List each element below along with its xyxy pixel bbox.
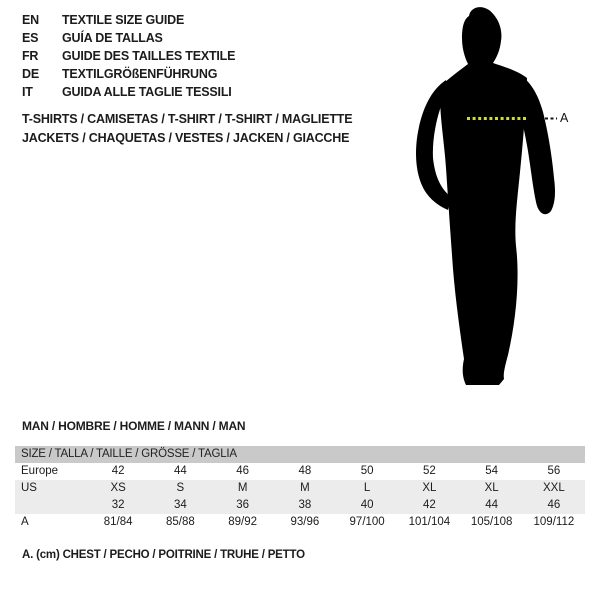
language-label: TEXTILGRÖßENFÜHRUNG bbox=[62, 67, 218, 81]
table-row-chest-a bbox=[15, 514, 585, 531]
table-cell: 109/112 bbox=[533, 516, 575, 528]
product-line-tshirts: T-SHIRTS / CAMISETAS / T-SHIRT / T-SHIRT / MAGLIETTE bbox=[22, 112, 353, 126]
table-cell: S bbox=[176, 482, 185, 494]
table-cell: 56 bbox=[547, 465, 561, 477]
table-cell: 54 bbox=[485, 465, 499, 477]
row-label: A bbox=[21, 516, 29, 528]
silhouette-left-arm bbox=[416, 80, 451, 210]
language-row bbox=[22, 65, 235, 83]
language-list bbox=[22, 11, 235, 101]
table-cell: 46 bbox=[236, 465, 250, 477]
table-cell: XS bbox=[110, 482, 126, 494]
silhouette-body bbox=[440, 7, 527, 385]
table-cell: 48 bbox=[298, 465, 312, 477]
table-cell: 97/100 bbox=[349, 516, 385, 528]
language-row bbox=[22, 83, 235, 101]
silhouette-right-arm bbox=[512, 73, 555, 214]
table-cell: 36 bbox=[236, 499, 250, 511]
language-code: FR bbox=[22, 49, 39, 63]
language-code: EN bbox=[22, 13, 39, 27]
table-row-us-letter bbox=[15, 480, 585, 497]
measurement-footnote: A. (cm) CHEST / PECHO / POITRINE / TRUHE / PETTO bbox=[22, 549, 305, 561]
language-code: ES bbox=[22, 31, 39, 45]
language-label: GUIDE DES TAILLES TEXTILE bbox=[62, 49, 236, 63]
table-cell: 42 bbox=[111, 465, 125, 477]
product-categories bbox=[22, 110, 352, 148]
table-cell: 42 bbox=[422, 499, 436, 511]
table-cell: 89/92 bbox=[228, 516, 258, 528]
table-cell: M bbox=[300, 482, 310, 494]
language-row bbox=[22, 47, 235, 65]
size-table bbox=[15, 446, 585, 531]
table-cell: 105/108 bbox=[470, 516, 513, 528]
table-cell: 38 bbox=[298, 499, 312, 511]
language-code: DE bbox=[22, 67, 39, 81]
table-row-europe bbox=[15, 463, 585, 480]
table-row-us-numeric bbox=[15, 497, 585, 514]
table-cell: 85/88 bbox=[165, 516, 195, 528]
table-cell: L bbox=[363, 482, 371, 494]
table-cell: XL bbox=[484, 482, 499, 494]
table-cell: 44 bbox=[485, 499, 499, 511]
section-title-man: MAN / HOMBRE / HOMME / MANN / MAN bbox=[22, 419, 246, 433]
size-table-header: SIZE / TALLA / TAILLE / GRÖSSE / TAGLIA bbox=[15, 446, 585, 463]
language-label: GUÍA DE TALLAS bbox=[62, 31, 163, 45]
table-cell: 40 bbox=[360, 499, 374, 511]
table-cell: 52 bbox=[422, 465, 436, 477]
row-label: US bbox=[21, 482, 37, 494]
table-cell: XXL bbox=[543, 482, 565, 494]
table-cell: 101/104 bbox=[408, 516, 451, 528]
table-cell: 81/84 bbox=[103, 516, 133, 528]
language-label: TEXTILE SIZE GUIDE bbox=[62, 13, 185, 27]
row-label: Europe bbox=[21, 465, 59, 477]
table-cell: 46 bbox=[547, 499, 561, 511]
table-cell: 93/96 bbox=[290, 516, 320, 528]
language-code: IT bbox=[22, 85, 33, 99]
table-cell: 32 bbox=[111, 499, 125, 511]
table-cell: 50 bbox=[360, 465, 374, 477]
table-cell: M bbox=[237, 482, 248, 494]
table-cell: 44 bbox=[173, 465, 187, 477]
language-label: GUIDA ALLE TAGLIE TESSILI bbox=[62, 85, 232, 99]
measure-a-label: A bbox=[560, 111, 569, 125]
language-row bbox=[22, 29, 235, 47]
product-line-jackets: JACKETS / CHAQUETAS / VESTES / JACKEN / GIACCHE bbox=[22, 131, 350, 145]
table-cell: XL bbox=[422, 482, 437, 494]
language-row bbox=[22, 11, 235, 29]
table-cell: 34 bbox=[173, 499, 187, 511]
